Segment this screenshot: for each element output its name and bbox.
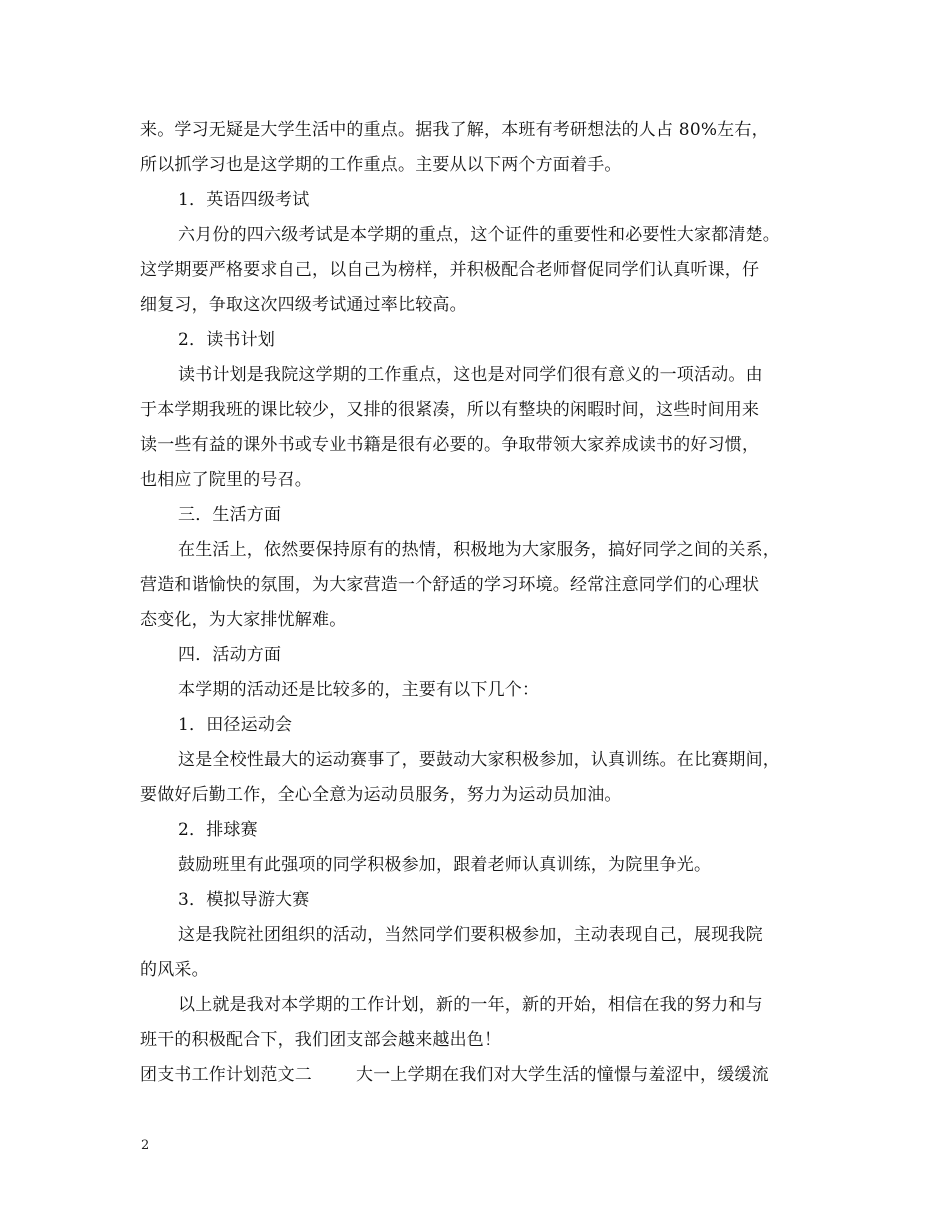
paragraph-line: 要做好后勤工作，全心全意为运动员服务，努力为运动员加油。 bbox=[140, 785, 622, 805]
paragraph-line: 鼓励班里有此强项的同学积极参加，跟着老师认真训练，为院里争光。 bbox=[178, 855, 712, 875]
paragraph-line: 在生活上，依然要保持原有的热情，积极地为大家服务，搞好同学之间的关系， bbox=[178, 540, 780, 560]
paragraph-line: 这是全校性最大的运动赛事了，要鼓动大家积极参加，认真训练。在比赛期间， bbox=[178, 750, 780, 770]
paragraph-line: 营造和谐愉快的氛围，为大家营造一个舒适的学习环境。经常注意同学们的心理状 bbox=[140, 575, 760, 595]
paragraph-line: 也相应了院里的号召。 bbox=[140, 470, 312, 490]
paragraph-line: 态变化，为大家排忧解难。 bbox=[140, 610, 347, 630]
paragraph-line: 读书计划是我院这学期的工作重点，这也是对同学们很有意义的一项活动。由 bbox=[178, 365, 763, 385]
article-heading: 团支书工作计划范文二 bbox=[140, 1065, 312, 1085]
paragraph-line: 读一些有益的课外书或专业书籍是很有必要的。争取带领大家养成读书的好习惯， bbox=[140, 435, 760, 455]
section-heading: 三．生活方面 bbox=[178, 505, 282, 525]
article-intro: 大一上学期在我们对大学生活的憧憬与羞涩中，缓缓流 bbox=[356, 1065, 769, 1085]
paragraph-line bbox=[140, 1065, 769, 1085]
paragraph-line: 于本学期我班的课比较少，又排的很紧凑，所以有整块的闲暇时间，这些时间用来 bbox=[140, 400, 760, 420]
section-heading: 2．读书计划 bbox=[178, 330, 276, 350]
section-heading: 1．英语四级考试 bbox=[178, 190, 310, 210]
page-number: 2 bbox=[141, 1138, 150, 1153]
paragraph-line: 这是我院社团组织的活动，当然同学们要积极参加，主动表现自己，展现我院 bbox=[178, 925, 763, 945]
paragraph-line: 班干的积极配合下，我们团支部会越来越出色！ bbox=[140, 1030, 502, 1050]
paragraph-line: 的风采。 bbox=[140, 960, 209, 980]
paragraph-line: 来。学习无疑是大学生活中的重点。据我了解，本班有考研想法的人占 80%左右， bbox=[140, 120, 769, 140]
paragraph-line: 所以抓学习也是这学期的工作重点。主要从以下两个方面着手。 bbox=[140, 155, 622, 175]
section-heading: 2．排球赛 bbox=[178, 820, 258, 840]
paragraph-line: 细复习，争取这次四级考试通过率比较高。 bbox=[140, 295, 467, 315]
paragraph-line: 以上就是我对本学期的工作计划，新的一年，新的开始，相信在我的努力和与 bbox=[178, 995, 763, 1015]
paragraph-line: 这学期要严格要求自己，以自己为榜样，并积极配合老师督促同学们认真听课，仔 bbox=[140, 260, 760, 280]
section-heading: 3．模拟导游大赛 bbox=[178, 890, 310, 910]
section-heading: 1．田径运动会 bbox=[178, 715, 293, 735]
section-heading: 四．活动方面 bbox=[178, 645, 282, 665]
paragraph-line: 六月份的四六级考试是本学期的重点，这个证件的重要性和必要性大家都清楚。 bbox=[178, 225, 780, 245]
paragraph-line: 本学期的活动还是比较多的，主要有以下几个： bbox=[178, 680, 540, 700]
